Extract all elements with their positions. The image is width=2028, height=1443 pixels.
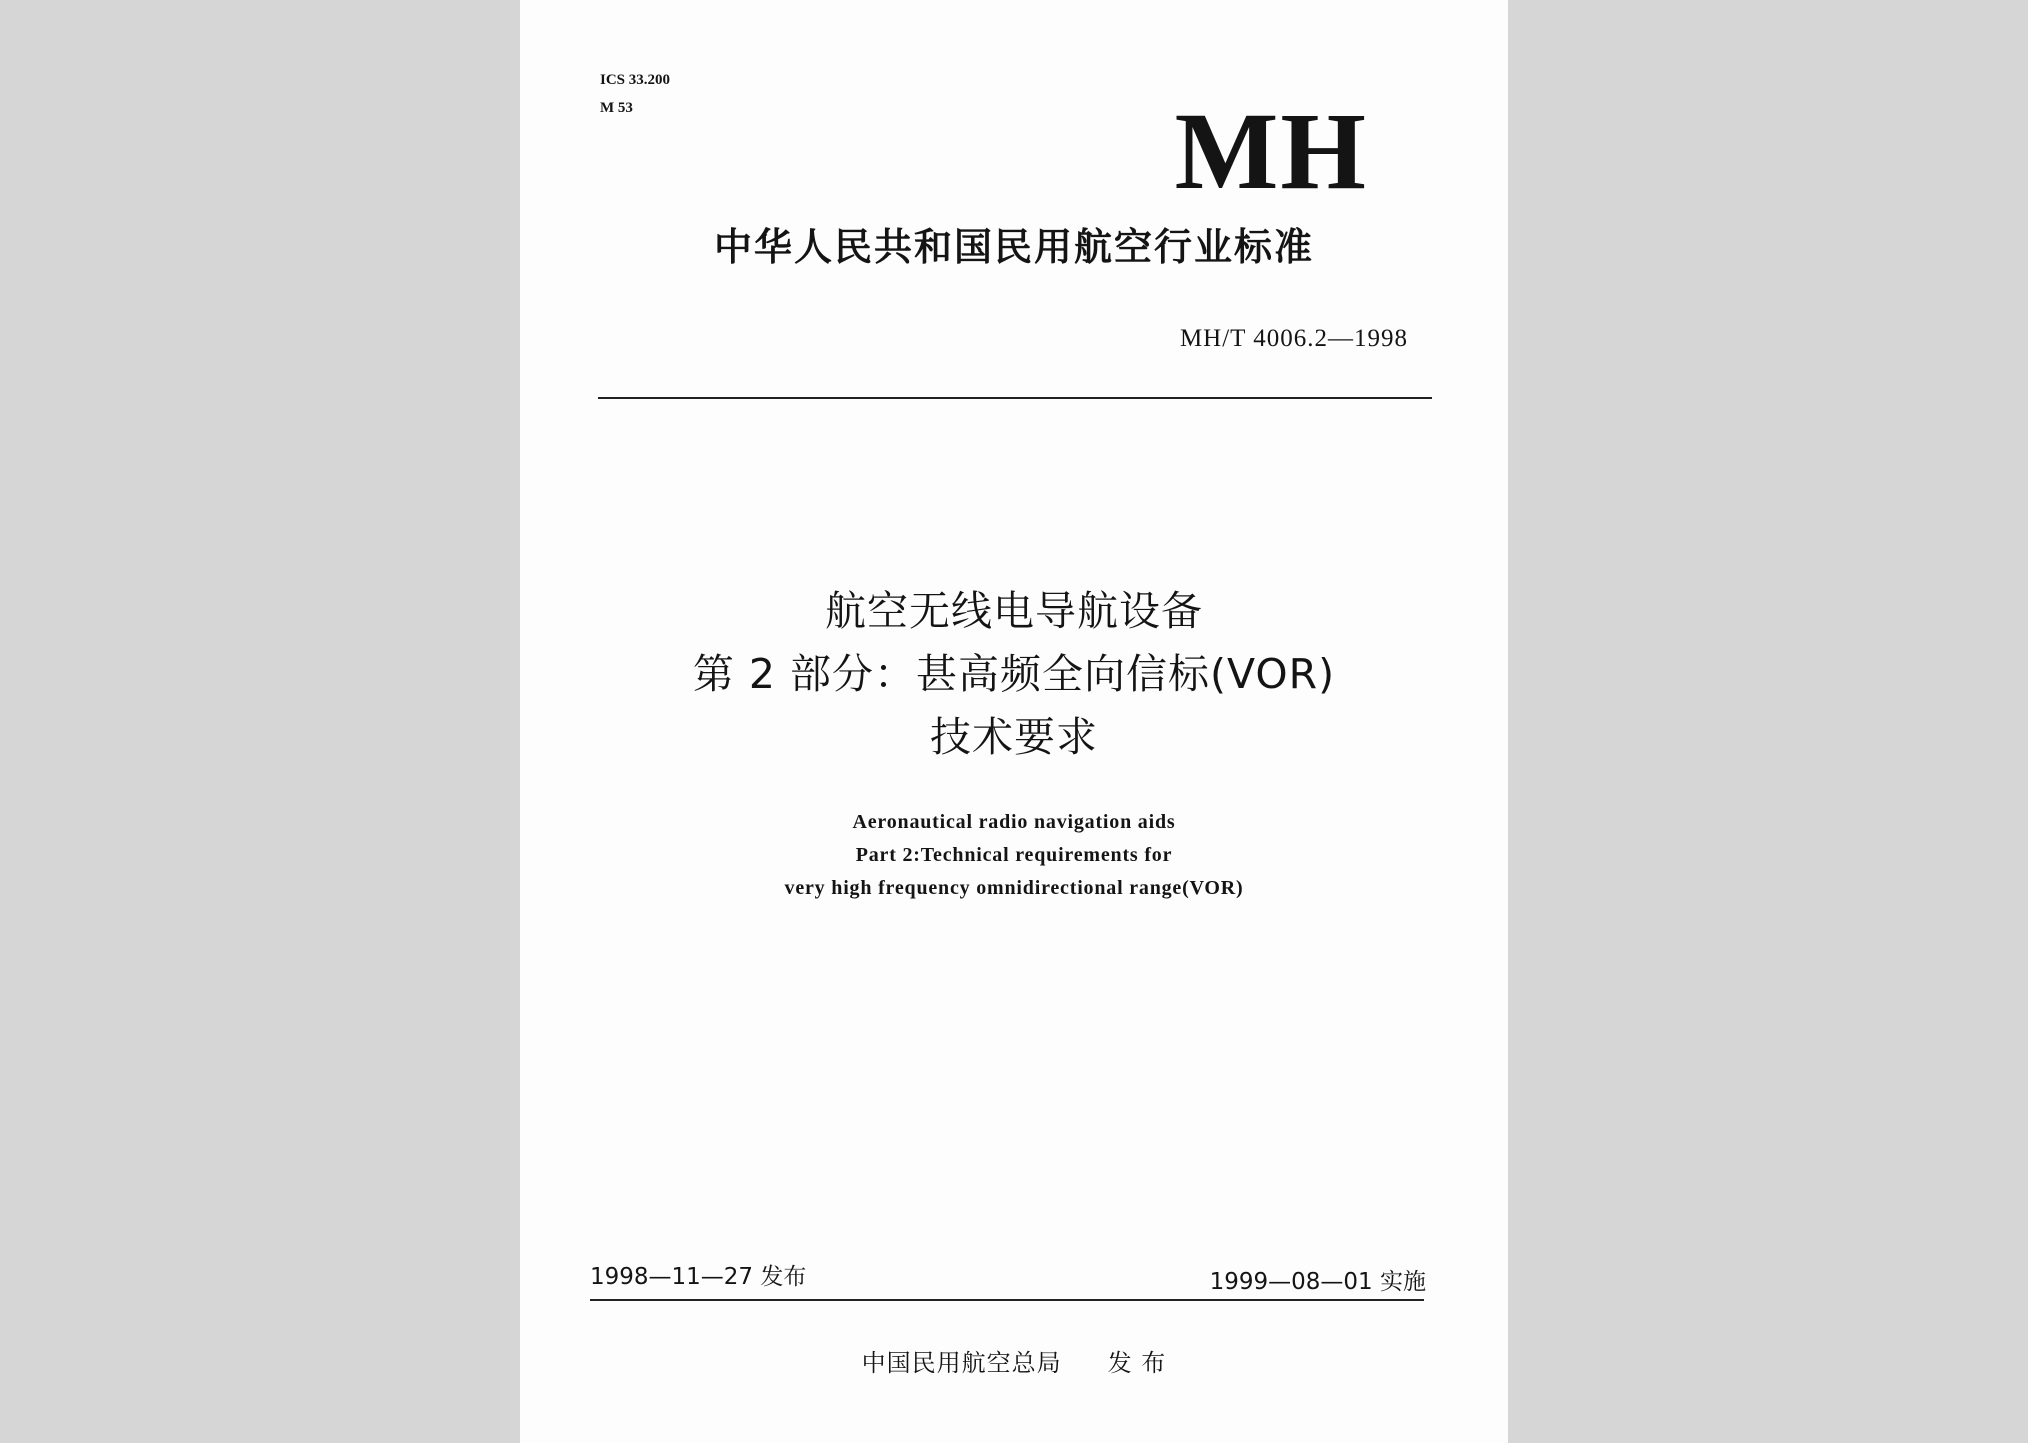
chinese-title-line-2: 第 2 部分：甚高频全向信标(VOR): [692, 650, 1336, 698]
issue-date: 1998—11—27 发布: [590, 1264, 807, 1290]
classification-codes: [600, 66, 670, 122]
top-divider: [598, 397, 1432, 399]
issuing-organization-title: 中华人民共和国民用航空行业标准: [713, 225, 1314, 269]
english-title: [520, 806, 1508, 905]
ics-code: ICS 33.200: [600, 72, 671, 88]
english-title-line-2: Part 2:Technical requirements for: [855, 844, 1173, 866]
publisher-name: 中国民用航空总局: [861, 1349, 1062, 1377]
chinese-title-line-1: 航空无线电导航设备: [825, 587, 1203, 635]
effective-date: 1999—08—01 实施: [1209, 1269, 1426, 1295]
bottom-divider: [590, 1299, 1424, 1301]
chinese-title: [520, 580, 1508, 769]
english-title-line-3: very high frequency omnidirectional range(VOR): [784, 877, 1244, 899]
english-title-line-1: Aeronautical radio navigation aids: [852, 811, 1176, 833]
standard-logo: MH: [1174, 90, 1368, 212]
publisher-action: 发 布: [1107, 1349, 1167, 1377]
chinese-title-line-3: 技术要求: [930, 713, 1098, 761]
standard-number: MH/T 4006.2—1998: [1179, 325, 1408, 352]
document-page: [520, 0, 1508, 1443]
publisher-line: [520, 1343, 1508, 1378]
ccs-code: M 53: [600, 100, 633, 116]
